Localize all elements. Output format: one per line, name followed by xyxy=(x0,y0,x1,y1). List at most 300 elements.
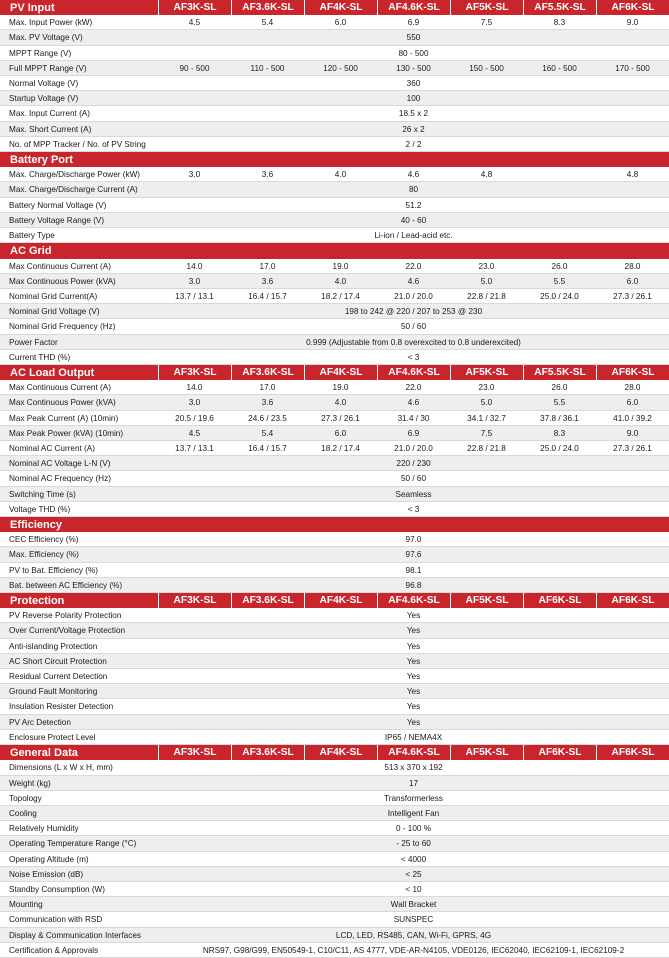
spec-row xyxy=(0,882,669,897)
spec-value-all-models: 40 - 60 xyxy=(400,215,427,225)
spec-label: Bat. between AC Efficiency (%) xyxy=(9,580,123,590)
spec-value: 23.0 xyxy=(478,382,495,392)
model-header-cells xyxy=(158,152,669,167)
spec-label: Mounting xyxy=(9,899,43,909)
spec-value-all-models: 513 x 370 x 192 xyxy=(384,763,443,772)
spec-value-all-models: Li-ion / Lead-acid etc. xyxy=(374,230,453,240)
spec-value: 6.0 xyxy=(334,17,347,27)
spec-label: Battery Normal Voltage (V) xyxy=(9,200,107,210)
spec-row xyxy=(0,304,669,319)
model-name: AF6K-SL xyxy=(523,745,596,760)
spec-value: 37.8 / 36.1 xyxy=(540,413,579,423)
spec-label: Switching Time (s) xyxy=(9,489,76,499)
model-name: AF6K-SL xyxy=(523,593,596,608)
model-name: AF5K-SL xyxy=(450,365,523,380)
spec-values xyxy=(158,228,669,242)
spec-values xyxy=(158,791,669,805)
section-title: Battery Port xyxy=(10,153,73,166)
spec-row xyxy=(0,487,669,502)
spec-label: PV Arc Detection xyxy=(9,717,71,727)
model-name: AF5K-SL xyxy=(450,0,523,15)
spec-label: Max. Short Current (A) xyxy=(9,124,92,134)
spec-label: Startup Voltage (V) xyxy=(9,93,79,103)
spec-values xyxy=(158,304,669,318)
spec-values xyxy=(158,806,669,820)
spec-value: 3.6 xyxy=(261,276,274,286)
spec-row xyxy=(0,563,669,578)
spec-value: 5.0 xyxy=(480,398,493,407)
section-title: PV Input xyxy=(10,1,55,14)
spec-value: 170 - 500 xyxy=(615,63,650,73)
spec-value: 13.7 / 13.1 xyxy=(175,291,214,301)
spec-value: 9.0 xyxy=(626,428,639,438)
spec-row xyxy=(0,182,669,198)
spec-values xyxy=(158,928,669,942)
spec-label: Max Peak Current (A) (10min) xyxy=(9,413,119,423)
spec-label: Cooling xyxy=(9,808,37,818)
spec-values xyxy=(158,395,669,410)
spec-value: 6.9 xyxy=(407,17,420,27)
spec-label: Enclosure Protect Level xyxy=(9,732,96,742)
spec-row xyxy=(0,943,669,958)
spec-value: 20.5 / 19.6 xyxy=(175,413,214,423)
spec-label: Battery Voltage Range (V) xyxy=(9,215,105,225)
section-title: AC Grid xyxy=(10,245,52,257)
spec-value: 5.0 xyxy=(480,276,493,286)
spec-values xyxy=(158,198,669,212)
spec-row xyxy=(0,608,669,623)
spec-values xyxy=(158,867,669,881)
spec-row xyxy=(0,319,669,335)
spec-label: Operating Altitude (m) xyxy=(9,854,89,864)
spec-row xyxy=(0,289,669,304)
model-name: AF5.5K-SL xyxy=(523,0,596,15)
spec-values xyxy=(158,213,669,227)
spec-values xyxy=(158,259,669,273)
model-name: AF6K-SL xyxy=(596,365,669,380)
spec-value-all-models: Yes xyxy=(406,656,421,666)
spec-value: 3.0 xyxy=(188,169,201,179)
spec-row xyxy=(0,669,669,684)
section-title: Protection xyxy=(10,594,65,607)
spec-row xyxy=(0,380,669,395)
spec-value: 4.0 xyxy=(334,398,347,407)
spec-row xyxy=(0,228,669,243)
spec-value: 7.5 xyxy=(480,428,493,438)
spec-value-all-models: Transformerless xyxy=(384,793,443,803)
model-name: AF4.6K-SL xyxy=(377,593,450,608)
spec-value-all-models: Yes xyxy=(406,702,421,711)
spec-label: Operating Temperature Range (°C) xyxy=(9,839,137,848)
model-name: AF3.6K-SL xyxy=(231,0,304,15)
spec-row xyxy=(0,547,669,563)
spec-value: 5.4 xyxy=(261,428,274,438)
spec-label: Nominal AC Frequency (Hz) xyxy=(9,474,111,483)
spec-values xyxy=(158,623,669,638)
spec-value-all-models: 550 xyxy=(406,33,421,42)
spec-value: 18.2 / 17.4 xyxy=(321,291,360,301)
spec-value: 130 - 500 xyxy=(396,63,431,73)
spec-values xyxy=(158,61,669,75)
spec-value: 21.0 / 20.0 xyxy=(394,443,433,453)
spec-label: Nominal Grid Current(A) xyxy=(9,291,98,301)
spec-value: 4.0 xyxy=(334,276,347,286)
spec-value: 17.0 xyxy=(259,261,276,271)
spec-label: Standby Consumption (W) xyxy=(9,884,106,894)
spec-value-all-models: Seamless xyxy=(395,489,432,499)
spec-value-all-models: Yes xyxy=(406,610,421,620)
model-name: AF3.6K-SL xyxy=(231,745,304,760)
spec-row xyxy=(0,30,669,46)
spec-values xyxy=(158,350,669,364)
spec-label: Nominal Grid Frequency (Hz) xyxy=(9,322,116,331)
spec-row xyxy=(0,912,669,928)
spec-value: 17.0 xyxy=(259,382,276,392)
spec-label: Residual Current Detection xyxy=(9,671,108,681)
spec-value: 28.0 xyxy=(624,261,641,271)
model-name: AF6K-SL xyxy=(596,593,669,608)
spec-value: 34.1 / 32.7 xyxy=(467,413,506,423)
spec-value-all-models: Yes xyxy=(406,626,421,635)
spec-value: 7.5 xyxy=(480,17,493,27)
spec-label: Ground Fault Monitoring xyxy=(9,686,98,696)
spec-label: Over Current/Voltage Protection xyxy=(9,626,126,635)
spec-value: 3.0 xyxy=(188,398,201,407)
spec-values xyxy=(158,441,669,455)
spec-row xyxy=(0,623,669,639)
section-header-battery-port xyxy=(0,152,669,167)
model-header-cells xyxy=(158,745,669,760)
spec-value-all-models: Yes xyxy=(406,671,421,681)
spec-values xyxy=(158,137,669,151)
spec-values xyxy=(158,821,669,835)
spec-label: Max Continuous Power (kVA) xyxy=(9,398,116,407)
spec-value-all-models: NRS97, G98/G99, EN50549-1, C10/C11, AS 4777, VDE-AR-N4105, VDE0126, IEC62040, IEC62109-1, IEC62109-2 xyxy=(202,945,625,955)
spec-row xyxy=(0,776,669,791)
model-name: AF4.6K-SL xyxy=(377,0,450,15)
spec-value: 5.5 xyxy=(553,276,566,286)
spec-value: 22.0 xyxy=(405,382,422,392)
model-name: AF5.5K-SL xyxy=(523,365,596,380)
spec-label: Anti-islanding Protection xyxy=(9,641,98,651)
spec-value xyxy=(523,167,596,181)
spec-row xyxy=(0,137,669,152)
model-name: AF6K-SL xyxy=(596,0,669,15)
model-name: AF3K-SL xyxy=(158,593,231,608)
spec-value-all-models: LCD, LED, RS485, CAN, Wi-Fi, GPRS, 4G xyxy=(335,930,492,940)
spec-value: 24.6 / 23.5 xyxy=(248,413,287,423)
spec-values xyxy=(158,91,669,105)
section-header-ac-grid xyxy=(0,243,669,259)
spec-value: 22.8 / 21.8 xyxy=(467,443,506,453)
spec-label: Max. PV Voltage (V) xyxy=(9,33,83,42)
model-name: AF3K-SL xyxy=(158,0,231,15)
spec-values xyxy=(158,122,669,136)
model-name: AF4.6K-SL xyxy=(377,745,450,760)
spec-values xyxy=(158,532,669,546)
model-name: AF3K-SL xyxy=(158,365,231,380)
spec-value: 160 - 500 xyxy=(542,63,577,73)
spec-value-all-models: 0 - 100 % xyxy=(395,823,432,833)
spec-values xyxy=(158,578,669,592)
spec-value-all-models: 51.2 xyxy=(405,200,422,210)
spec-values xyxy=(158,411,669,425)
spec-value: 31.4 / 30 xyxy=(397,413,430,423)
spec-values xyxy=(158,639,669,653)
spec-row xyxy=(0,639,669,654)
spec-values xyxy=(158,106,669,121)
spec-value: 6.9 xyxy=(407,428,420,438)
spec-value: 41.0 / 39.2 xyxy=(613,413,652,423)
spec-values xyxy=(158,46,669,60)
spec-row xyxy=(0,441,669,456)
spec-value: 3.6 xyxy=(261,169,274,179)
spec-value-all-models: < 25 xyxy=(405,869,422,879)
spec-values xyxy=(158,699,669,714)
spec-value-all-models: Wall Bracket xyxy=(390,899,437,909)
spec-value-all-models: Yes xyxy=(406,686,421,696)
spec-value-all-models: SUNSPEC xyxy=(393,915,434,924)
spec-row xyxy=(0,821,669,836)
spec-value-all-models: Yes xyxy=(406,641,421,651)
spec-label: Communication with RSD xyxy=(9,915,103,924)
spec-value: 27.3 / 26.1 xyxy=(321,413,360,423)
section-header-general-data xyxy=(0,745,669,760)
model-header-cells xyxy=(158,243,669,259)
spec-value: 25.0 / 24.0 xyxy=(540,443,579,453)
spec-label: MPPT Range (V) xyxy=(9,48,72,58)
spec-row xyxy=(0,836,669,852)
spec-row xyxy=(0,411,669,426)
spec-value-all-models: 2 / 2 xyxy=(405,139,422,149)
spec-row xyxy=(0,715,669,730)
spec-row xyxy=(0,730,669,745)
spec-values xyxy=(158,289,669,303)
model-name: AF5K-SL xyxy=(450,745,523,760)
spec-value-all-models: < 3 xyxy=(407,504,420,514)
spec-value-all-models: 0.999 (Adjustable from 0.8 overexcited to 0.8 underexcited) xyxy=(306,337,521,347)
spec-value: 3.6 xyxy=(261,398,274,407)
spec-value-all-models: Yes xyxy=(406,717,421,727)
spec-values xyxy=(158,943,669,957)
spec-label: Max. Efficiency (%) xyxy=(9,550,79,559)
spec-row xyxy=(0,791,669,806)
spec-row xyxy=(0,106,669,122)
model-header-cells xyxy=(158,0,669,15)
model-name: AF4K-SL xyxy=(304,745,377,760)
model-header-cells xyxy=(158,593,669,608)
spec-row xyxy=(0,274,669,289)
spec-values xyxy=(158,335,669,349)
spec-label: Insulation Resister Detection xyxy=(9,702,114,711)
spec-value: 4.0 xyxy=(334,169,347,179)
spec-value: 8.3 xyxy=(553,428,566,438)
spec-label: Max. Input Current (A) xyxy=(9,109,90,118)
spec-row xyxy=(0,167,669,182)
spec-row xyxy=(0,213,669,228)
spec-value: 110 - 500 xyxy=(250,63,285,73)
spec-values xyxy=(158,274,669,288)
spec-values xyxy=(158,776,669,790)
spec-value: 4.6 xyxy=(407,276,420,286)
spec-values xyxy=(158,608,669,622)
spec-values xyxy=(158,669,669,683)
section-title: General Data xyxy=(10,746,78,759)
spec-values xyxy=(158,456,669,470)
spec-row xyxy=(0,684,669,699)
spec-values xyxy=(158,319,669,334)
spec-values xyxy=(158,487,669,501)
spec-value: 90 - 500 xyxy=(179,63,210,73)
spec-label: Battery Type xyxy=(9,230,55,240)
spec-value-all-models: < 3 xyxy=(407,352,420,362)
spec-value: 16.4 / 15.7 xyxy=(248,291,287,301)
spec-value: 13.7 / 13.1 xyxy=(175,443,214,453)
spec-label: Max. Input Power (kW) xyxy=(9,17,93,27)
spec-label: Certification & Approvals xyxy=(9,945,99,955)
spec-label: Power Factor xyxy=(9,337,58,347)
spec-value-all-models: Intelligent Fan xyxy=(387,808,440,818)
spec-value: 4.5 xyxy=(188,428,201,438)
spec-value: 28.0 xyxy=(624,382,641,392)
spec-row xyxy=(0,897,669,912)
spec-row xyxy=(0,502,669,517)
spec-values xyxy=(158,715,669,729)
spec-value: 5.5 xyxy=(553,398,566,407)
spec-value-all-models: < 4000 xyxy=(400,854,427,864)
spec-value: 25.0 / 24.0 xyxy=(540,291,579,301)
spec-label: Max Continuous Current (A) xyxy=(9,261,111,271)
section-header-pv-input xyxy=(0,0,669,15)
spec-value-all-models: 50 / 60 xyxy=(400,474,427,483)
spec-values xyxy=(158,426,669,440)
spec-value-all-models: < 10 xyxy=(405,884,422,894)
section-header-protection xyxy=(0,593,669,608)
spec-label: Nominal Grid Voltage (V) xyxy=(9,306,100,316)
spec-value: 4.8 xyxy=(626,169,639,179)
spec-row xyxy=(0,395,669,411)
spec-value: 21.0 / 20.0 xyxy=(394,291,433,301)
spec-value-all-models: IP65 / NEMA4X xyxy=(384,732,443,742)
spec-value-all-models: 97.6 xyxy=(405,550,422,559)
model-name: AF6K-SL xyxy=(596,745,669,760)
spec-value-all-models: 360 xyxy=(406,78,421,88)
spec-value-all-models: - 25 to 60 xyxy=(396,839,431,848)
spec-value: 6.0 xyxy=(334,428,347,438)
spec-values xyxy=(158,912,669,927)
model-name: AF3K-SL xyxy=(158,745,231,760)
spec-label: Max Continuous Current (A) xyxy=(9,382,111,392)
spec-value: 27.3 / 26.1 xyxy=(613,443,652,453)
spec-row xyxy=(0,76,669,91)
spec-value: 150 - 500 xyxy=(469,63,504,73)
spec-label: Noise Emission (dB) xyxy=(9,869,84,879)
spec-values xyxy=(158,471,669,486)
spec-values xyxy=(158,563,669,577)
model-name: AF4K-SL xyxy=(304,0,377,15)
spec-values xyxy=(158,654,669,668)
spec-row xyxy=(0,654,669,669)
spec-value: 3.0 xyxy=(188,276,201,286)
spec-row xyxy=(0,578,669,593)
spec-label: PV to Bat. Efficiency (%) xyxy=(9,565,99,575)
spec-label: Nominal AC Current (A) xyxy=(9,443,95,453)
spec-row xyxy=(0,259,669,274)
spec-row xyxy=(0,852,669,867)
spec-label: Max Peak Power (kVA) (10min) xyxy=(9,428,124,438)
spec-row xyxy=(0,532,669,547)
model-name: AF4.6K-SL xyxy=(377,365,450,380)
spec-value: 26.0 xyxy=(551,382,568,392)
spec-value: 26.0 xyxy=(551,261,568,271)
spec-row xyxy=(0,426,669,441)
spec-value-all-models: 50 / 60 xyxy=(400,322,427,331)
spec-label: Weight (kg) xyxy=(9,778,51,788)
spec-value: 6.0 xyxy=(626,398,639,407)
spec-label: PV Reverse Polarity Protection xyxy=(9,610,122,620)
spec-value-all-models: 97.0 xyxy=(405,534,422,544)
spec-value: 4.6 xyxy=(407,169,420,179)
spec-values xyxy=(158,730,669,744)
section-title: AC Load Output xyxy=(10,366,95,379)
spec-value: 23.0 xyxy=(478,261,495,271)
spec-label: Nominal AC Voltage L-N (V) xyxy=(9,458,111,468)
model-name: AF4K-SL xyxy=(304,365,377,380)
spec-value: 27.3 / 26.1 xyxy=(613,291,652,301)
spec-value-all-models: 100 xyxy=(406,93,421,103)
spec-row xyxy=(0,122,669,137)
model-name: AF4K-SL xyxy=(304,593,377,608)
spec-row xyxy=(0,760,669,776)
model-name: AF5K-SL xyxy=(450,593,523,608)
spec-value: 14.0 xyxy=(186,261,203,271)
spec-values xyxy=(158,30,669,45)
spec-values xyxy=(158,684,669,698)
spec-value-all-models: 17 xyxy=(408,778,419,788)
spec-values xyxy=(158,882,669,896)
spec-value: 4.6 xyxy=(407,398,420,407)
spec-value-all-models: 98.1 xyxy=(405,565,422,575)
section-title: Efficiency xyxy=(10,518,62,531)
spec-label: Topology xyxy=(9,793,42,803)
spec-values xyxy=(158,852,669,866)
spec-values xyxy=(158,15,669,29)
spec-value: 14.0 xyxy=(186,382,203,392)
spec-values xyxy=(158,182,669,197)
spec-value: 6.0 xyxy=(626,276,639,286)
spec-label: Max Continuous Power (kVA) xyxy=(9,276,116,286)
spec-values xyxy=(158,897,669,911)
spec-value-all-models: 220 / 230 xyxy=(396,458,431,468)
section-header-efficiency xyxy=(0,517,669,532)
spec-values xyxy=(158,380,669,394)
spec-label: Dimensions (L x W x H, mm) xyxy=(9,763,113,772)
spec-value: 120 - 500 xyxy=(323,63,358,73)
spec-value: 5.4 xyxy=(261,17,274,27)
spec-value: 19.0 xyxy=(332,382,349,392)
spec-label: Voltage THD (%) xyxy=(9,504,71,514)
spec-values xyxy=(158,76,669,90)
spec-values xyxy=(158,502,669,516)
spec-row xyxy=(0,350,669,365)
spec-value: 19.0 xyxy=(332,261,349,271)
spec-label: Relatively Humidity xyxy=(9,823,79,833)
spec-row xyxy=(0,471,669,487)
spec-value: 4.5 xyxy=(188,17,201,27)
model-name: AF3.6K-SL xyxy=(231,365,304,380)
spec-label: Max. Charge/Discharge Current (A) xyxy=(9,185,138,194)
spec-value: 18.2 / 17.4 xyxy=(321,443,360,453)
